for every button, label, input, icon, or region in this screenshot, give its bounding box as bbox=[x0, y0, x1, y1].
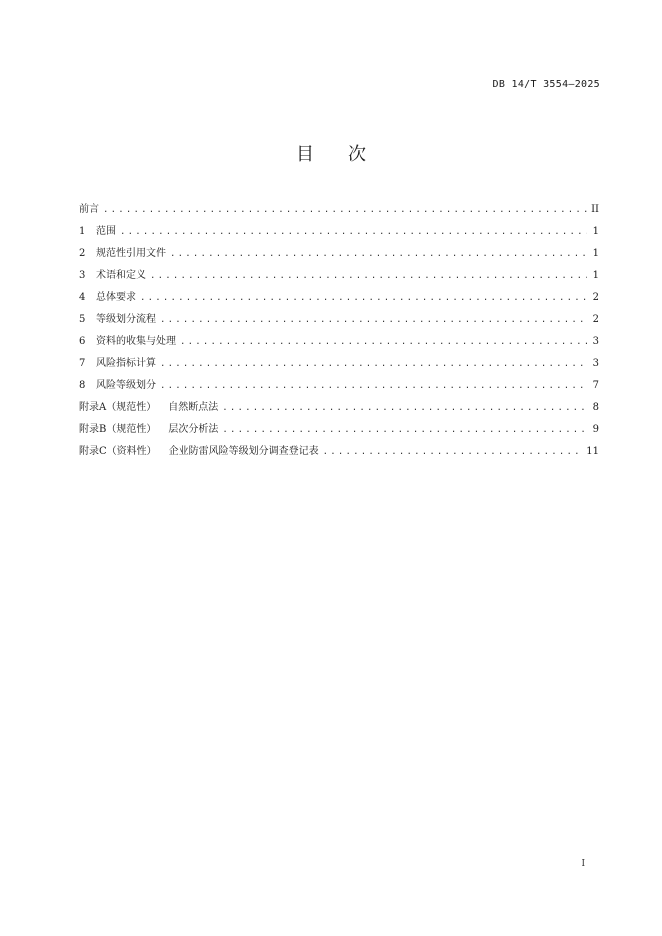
toc-entry-label bbox=[79, 287, 136, 309]
toc-entry-appendix-a[interactable] bbox=[79, 397, 599, 419]
appendix-prefix: 附录B（规范性） bbox=[79, 424, 157, 435]
toc-entry-number: 3 bbox=[79, 270, 86, 281]
toc-entry-label: 前言 bbox=[79, 204, 99, 215]
document-number: DB 14/T 3554—2025 bbox=[492, 79, 600, 90]
toc-entry-label bbox=[79, 243, 166, 265]
toc-entry-number: 8 bbox=[79, 380, 86, 391]
toc-entry-text: 规范性引用文件 bbox=[96, 248, 166, 259]
page-title bbox=[0, 140, 662, 166]
dot-leader bbox=[160, 353, 587, 375]
page-title-first-char: 目 bbox=[296, 144, 314, 165]
toc-entry-text: 风险指标计算 bbox=[96, 358, 156, 369]
toc-entry-text: 范围 bbox=[96, 226, 116, 237]
toc-entry-label bbox=[79, 441, 319, 463]
toc-entry-page: 3 bbox=[592, 358, 599, 369]
toc-entry-label bbox=[79, 375, 156, 397]
toc-entry-number: 5 bbox=[79, 314, 86, 325]
toc-entry-page: 11 bbox=[586, 446, 599, 457]
appendix-title: 层次分析法 bbox=[168, 424, 219, 435]
toc-entry-label bbox=[79, 419, 218, 441]
toc-entry-label bbox=[79, 265, 146, 287]
toc-entry-risk-level-classification[interactable] bbox=[79, 375, 599, 397]
appendix-prefix: 附录A（规范性） bbox=[79, 402, 157, 413]
toc-entry-appendix-c[interactable] bbox=[79, 441, 599, 463]
appendix-title: 企业防雷风险等级划分调查登记表 bbox=[168, 446, 319, 457]
toc-entry-text: 风险等级划分 bbox=[96, 380, 156, 391]
appendix-prefix: 附录C（资料性） bbox=[79, 446, 157, 457]
dot-leader bbox=[140, 287, 587, 309]
toc-entry-label bbox=[79, 331, 176, 353]
toc-entry-terms-definitions[interactable] bbox=[79, 265, 599, 287]
toc-entry-data-collection[interactable] bbox=[79, 331, 599, 353]
toc-entry-page: 1 bbox=[592, 226, 599, 237]
toc-entry-number: 7 bbox=[79, 358, 86, 369]
toc-entry-scope[interactable] bbox=[79, 221, 599, 243]
dot-leader bbox=[160, 309, 587, 331]
toc-entry-appendix-b[interactable] bbox=[79, 419, 599, 441]
toc-entry-page: 1 bbox=[592, 270, 599, 281]
toc-entry-text: 总体要求 bbox=[96, 292, 136, 303]
table-of-contents bbox=[79, 199, 599, 463]
toc-entry-page: 1 bbox=[592, 248, 599, 259]
toc-entry-label bbox=[79, 309, 156, 331]
dot-leader bbox=[170, 243, 587, 265]
toc-entry-number: 6 bbox=[79, 336, 86, 347]
appendix-title: 自然断点法 bbox=[168, 402, 219, 413]
toc-entry-risk-indicator-calculation[interactable] bbox=[79, 353, 599, 375]
dot-leader bbox=[222, 419, 587, 441]
dot-leader bbox=[120, 221, 587, 243]
toc-entry-number: 2 bbox=[79, 248, 86, 259]
toc-entry-page: II bbox=[591, 204, 599, 215]
toc-entry-page: 8 bbox=[592, 402, 599, 413]
toc-entry-page: 7 bbox=[592, 380, 599, 391]
toc-entry-page: 2 bbox=[592, 314, 599, 325]
page-number: I bbox=[581, 859, 585, 869]
dot-leader bbox=[222, 397, 587, 419]
toc-entry-page: 2 bbox=[592, 292, 599, 303]
toc-entry-label bbox=[79, 353, 156, 375]
dot-leader bbox=[103, 199, 587, 221]
toc-entry-classification-process[interactable] bbox=[79, 309, 599, 331]
dot-leader bbox=[323, 441, 583, 463]
toc-entry-text: 资料的收集与处理 bbox=[96, 336, 176, 347]
page-title-second-char: 次 bbox=[348, 144, 366, 165]
dot-leader bbox=[150, 265, 587, 287]
toc-entry-general-requirements[interactable] bbox=[79, 287, 599, 309]
toc-entry-normative-references[interactable] bbox=[79, 243, 599, 265]
toc-entry-number: 1 bbox=[79, 226, 86, 237]
toc-entry-text: 术语和定义 bbox=[96, 270, 146, 281]
toc-entry-number: 4 bbox=[79, 292, 86, 303]
dot-leader bbox=[180, 331, 587, 353]
toc-entry-text: 等级划分流程 bbox=[96, 314, 156, 325]
toc-entry-label bbox=[79, 397, 218, 419]
toc-entry-label bbox=[79, 221, 116, 243]
toc-entry-page: 3 bbox=[592, 336, 599, 347]
toc-entry-foreword[interactable] bbox=[79, 199, 599, 221]
toc-entry-page: 9 bbox=[592, 424, 599, 435]
dot-leader bbox=[160, 375, 587, 397]
